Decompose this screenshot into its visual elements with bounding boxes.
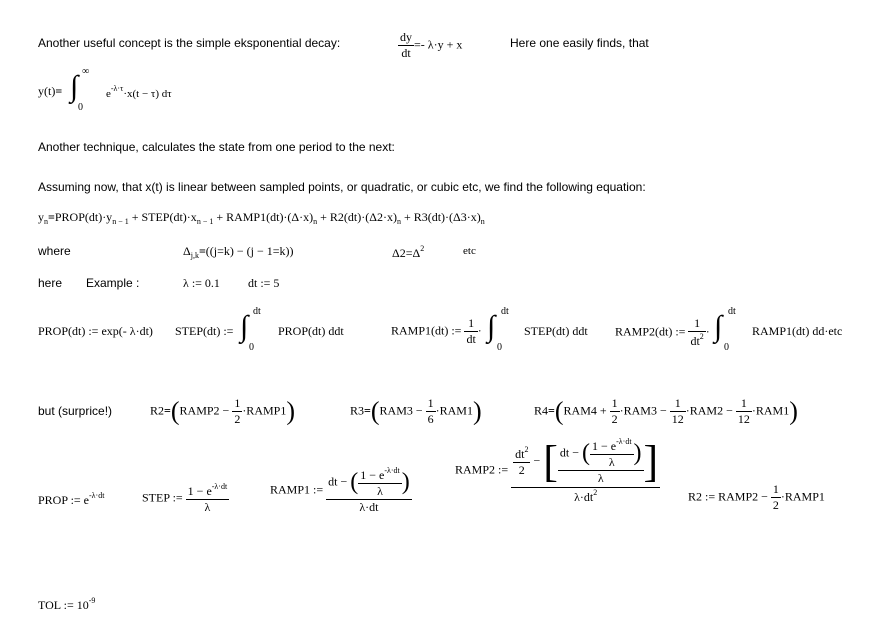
ode-equation: $\frac{dy}{dt}$ =- λ·y + x: [400, 30, 463, 60]
surprice-text: but (surprice!): [38, 404, 113, 418]
ramp1-integrand: STEP(dt) ddt: [524, 324, 588, 338]
prop-closed: PROP := $e^{-\lambda\cdot dt}$: [38, 491, 105, 507]
r3-relation: R3=(RAM3 − $\frac{1}{6}$ ·RAM1): [350, 396, 482, 426]
example-text: Example :: [86, 276, 140, 290]
prop-def: PROP(dt) := exp(- λ·dt): [38, 324, 153, 338]
ramp2-integral: ∫: [714, 310, 723, 343]
tol-assign: TOL := $10^{-9}$: [38, 596, 96, 612]
etc-text: etc: [463, 245, 476, 257]
step-integrand: PROP(dt) ddt: [278, 324, 344, 338]
ramp1-upper: dt: [501, 306, 509, 317]
ramp2-lower: 0: [724, 342, 729, 353]
lambda-assign: λ := 0.1: [183, 276, 220, 290]
ramp1-lower: 0: [497, 342, 502, 353]
r2-relation: R2=(RAMP2 − $\frac{1}{2}$ ·RAMP1): [150, 396, 295, 426]
step-lower: 0: [249, 342, 254, 353]
r2-closed: R2 := RAMP2 − $\frac{1}{2}$ ·RAMP1: [688, 482, 825, 512]
r4-relation: R4=(RAM4 + $\frac{1}{2}$ ·RAM3 − $\frac{1}{12}$ ·RAM2 − $\frac{1}{12}$ ·RAM1): [534, 396, 798, 426]
step-def: STEP(dt) :=: [175, 324, 234, 338]
ramp1-integral: ∫: [487, 310, 496, 343]
ramp1-def: RAMP1(dt) := $\frac{1}{dt}$ ·: [391, 316, 482, 346]
ramp2-upper: dt: [728, 306, 736, 317]
where-text: where: [38, 244, 71, 258]
yt-lhs: y(t)=: [38, 84, 63, 98]
integral-sign: ∫: [70, 70, 79, 103]
intro-text: Another useful concept is the simple eksponential decay:: [38, 36, 341, 50]
yt-integrand: $e^{-\lambda\cdot\tau}\cdot x(t - \tau)$ dτ: [106, 84, 172, 100]
ramp2-closed: RAMP2 := $\frac{dt^2}{2}$ − [ dt − ( $\frac{1 - e^{-\lambda\cdot dt}}{\lambda}$ ) λ ] $\lambda\cdot dt^2$: [455, 437, 659, 504]
step-closed: STEP := $\frac{1 - e^{-\lambda\cdot dt}}{\lambda}$: [142, 482, 228, 514]
yn-equation: $y_n=PROP(dt)\cdot y_{n - 1}$ + $STEP(dt)\cdot x_{n - 1}$ + $RAMP1(dt)\cdot(\Delta\cdot x)_n + R2(dt)\cdot(\Delta 2\cdot x)_n + R3(dt)\cdot(\Delta 3\cdot x)_n$: [38, 210, 485, 226]
dt-assign: dt := 5: [248, 276, 280, 290]
ramp2-def: RAMP2(dt) := $\frac{1}{dt^2}$ ·: [615, 316, 710, 348]
ramp2-integrand: RAMP1(dt) dd·etc: [752, 324, 843, 338]
here-text: here: [38, 276, 63, 290]
another-technique-text: Another technique, calculates the state from one period to the next:: [38, 140, 395, 154]
delta-definition: $\Delta_{j,k}=((j=k) - (j - 1=k))$: [183, 244, 294, 260]
assuming-text: Assuming now, that x(t) is linear between sampled points, or quadratic, or cubic etc, we find the following equation:: [38, 180, 646, 194]
step-upper: dt: [253, 306, 261, 317]
integral-lower: 0: [78, 102, 83, 113]
ramp1-closed: RAMP1 := dt − ( $\frac{1 - e^{-\lambda\cdot dt}}{\lambda}$ ) λ·dt: [270, 466, 410, 514]
step-integral: ∫: [240, 310, 249, 343]
delta2-definition: $\Delta 2=\Delta^2$: [392, 244, 425, 260]
here-finds-text: Here one easily finds, that: [510, 36, 649, 50]
integral-upper: ∞: [82, 66, 90, 77]
